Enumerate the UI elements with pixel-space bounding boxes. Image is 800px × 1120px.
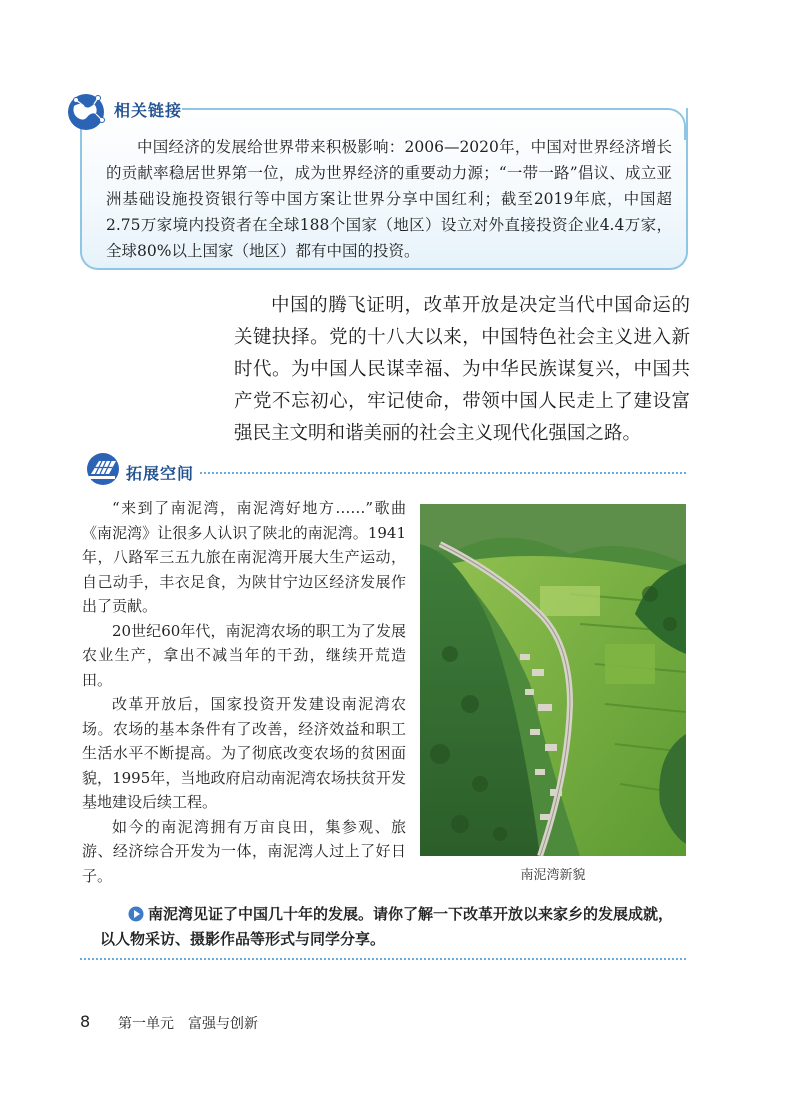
bottom-dotted-divider xyxy=(80,958,686,960)
main-paragraph: 中国的腾飞证明，改革开放是决定当代中国命运的关键抉择。党的十八大以来，中国特色社会主义进入新时代。为中国人民谋幸福、为中华民族谋复兴，中国共产党不忘初心，牢记使命，带领中国人民走上了建设富强民主文明和谐美丽的社会主义现代化强国之路。 xyxy=(234,295,690,444)
expansion-paragraph: 20世纪60年代，南泥湾农场的职工为了发展农业生产，拿出不减当年的干劲，继续开荒造田。 xyxy=(82,621,406,689)
expansion-text xyxy=(82,496,406,888)
expansion-paragraph: “来到了南泥湾，南泥湾好地方……”歌曲《南泥湾》让很多人认识了陕北的南泥湾。1941年，八路军三五九旅在南泥湾开展大生产运动，自己动手，丰衣足食，为陕甘宁边区经济发展作出了贡献。 xyxy=(82,499,406,615)
related-link-heading: 相关链接 xyxy=(114,101,183,120)
expansion-dotted-divider xyxy=(200,472,686,474)
globe-network-icon xyxy=(66,92,106,132)
related-link-text: 中国经济的发展给世界带来积极影响：2006—2020年，中国对世界经济增长的贡献率稳居世界第一位，成为世界经济的重要动力源；“一带一路”倡议、成立亚洲基础设施投资银行等中国方案让世界分享中国红利；截至2019年底，中国超2.75万家境内投资者在全球188个国家（地区）设立对外直接投资企业4.4万家，全球80%以上国家（地区）都有中国的投资。 xyxy=(106,138,672,260)
task-prompt: 南泥湾见证了中国几十年的发展。请你了解一下改革开放以来家乡的发展成就，以人物采访、摄影作品等形式与同学分享。 xyxy=(100,905,674,948)
solar-panel-icon xyxy=(84,452,122,486)
photo-caption: 南泥湾新貌 xyxy=(520,868,586,883)
expansion-paragraph: 改革开放后，国家投资开发建设南泥湾农场。农场的基本条件有了改善，经济效益和职工生活水平不断提高。为了彻底改变农场的贫困面貌，1995年，当地政府启动南泥湾农场扶贫开发基地建设后续工程。 xyxy=(82,695,406,811)
page-number: 8 xyxy=(80,1012,91,1031)
unit-title: 第一单元 富强与创新 xyxy=(118,1016,258,1032)
expansion-paragraph: 如今的南泥湾拥有万亩良田，集参观、旅游、经济综合开发为一体，南泥湾人过上了好日子。 xyxy=(82,817,406,885)
nanniwan-aerial-photo xyxy=(420,504,686,856)
expansion-heading: 拓展空间 xyxy=(126,464,195,483)
related-link-top-border xyxy=(182,108,662,110)
play-arrow-icon xyxy=(128,906,144,922)
